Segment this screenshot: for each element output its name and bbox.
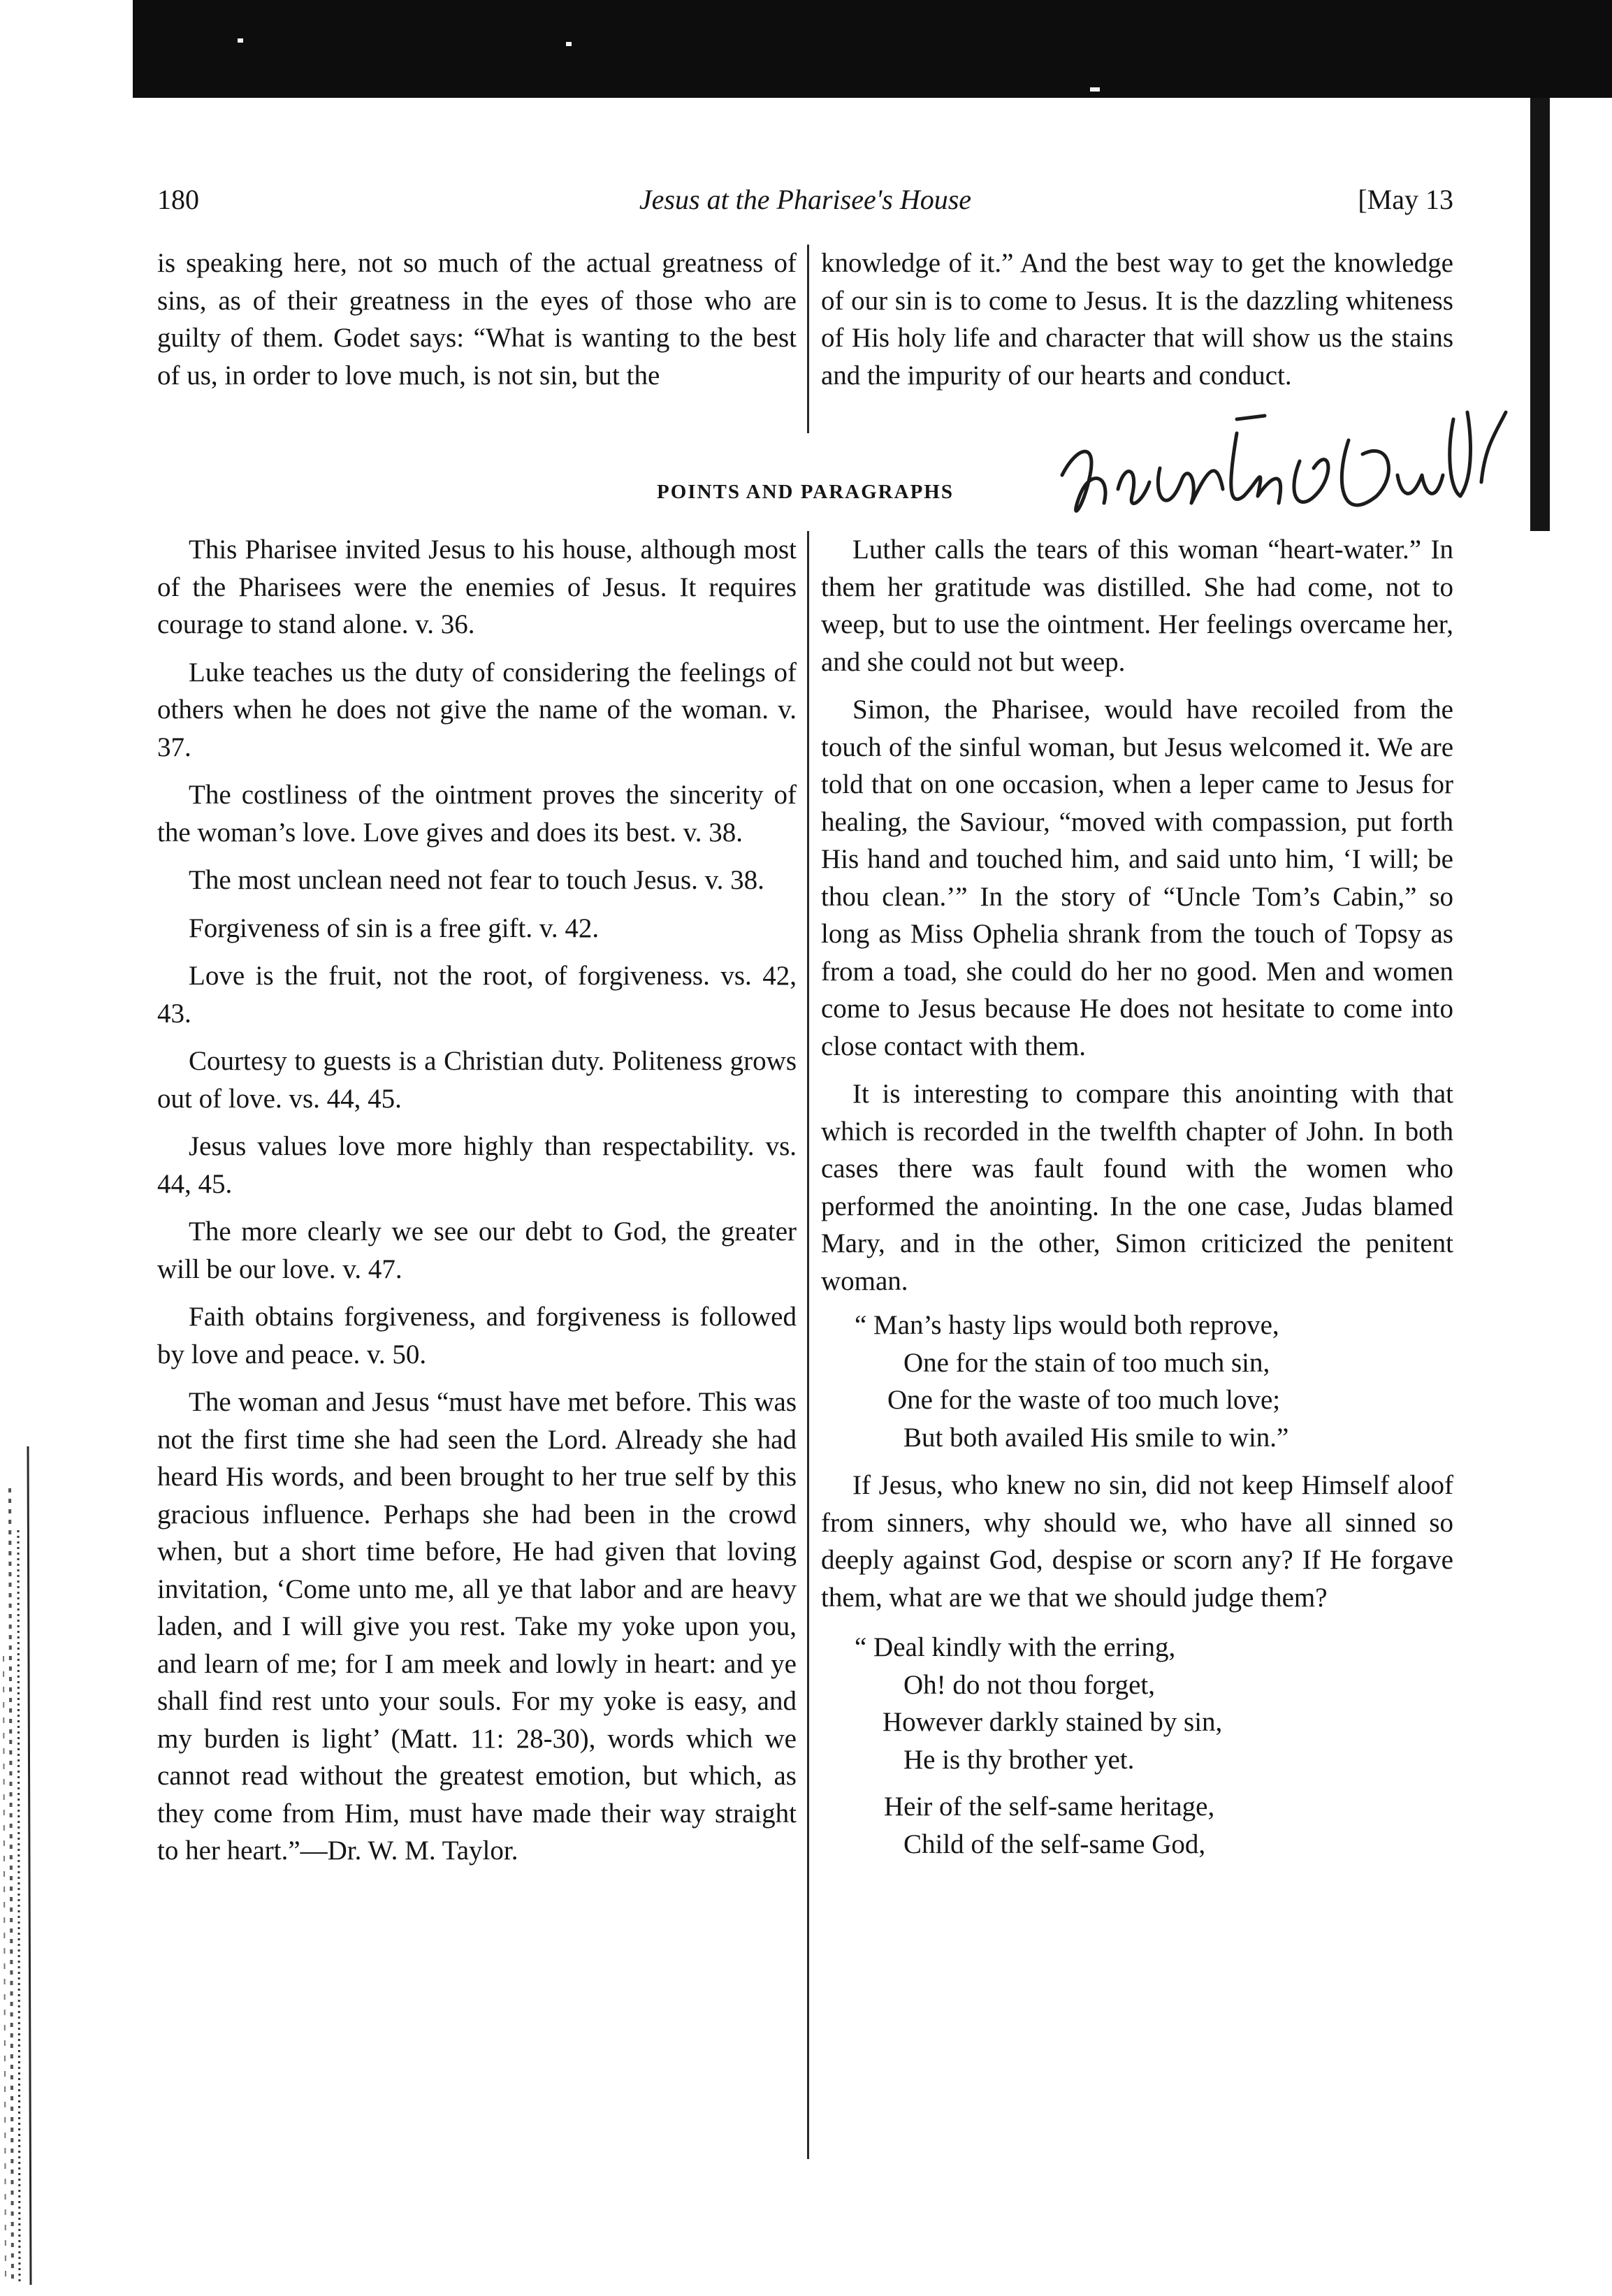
paragraph: It is interesting to compare this anointing with that which is recorded in the twelfth chapter of John. In both cases there was fault found with the women who performed the anointing. In the one case, Judas blamed Mary, and in the other, Simon criticized the penitent woman. — [821, 1079, 1453, 1296]
column-rule-top — [807, 245, 809, 433]
poem-line: He is thy brother yet. — [903, 1744, 1135, 1775]
handwritten-signature — [1048, 391, 1523, 552]
paragraph: This Pharisee invited Jesus to his house, although most of the Pharisees were the enemies of Jesus. It requires courage to stand alone. v. 36. — [157, 535, 797, 639]
poem-stanza — [821, 1307, 1453, 1456]
paragraph: Simon, the Pharisee, would have recoiled from the touch of the sinful woman, but Jesus welcomed it. We are told that on one occasion, when a leper came to Jesus for healing, the Saviour, “moved with compassion, put forth His hand and touched him, and said unto him, ‘I will; be thou clean.’” In the story of “Uncle Tom’s Cabin,” so long as Miss Ophelia shrank from the touch of Topsy as from a toad, she could do her no good. Men and women come to Jesus because He does not hesitate to come into close contact with them. — [821, 695, 1453, 1061]
section-heading: POINTS AND PARAGRAPHS — [657, 481, 954, 503]
paragraph: If Jesus, who knew no sin, did not keep Himself aloof from sinners, why should we, who have all sinned so deeply against God, despise or scorn any? If He forgave them, what are we that we should judge them? — [821, 1470, 1453, 1613]
page-number: 180 — [157, 184, 199, 215]
poem-line: Child of the self-same God, — [903, 1829, 1206, 1859]
scan-binding-margin — [0, 1446, 38, 2285]
poem-line: One for the waste of too much love; — [887, 1385, 1281, 1415]
poem-line: But both availed His smile to win.” — [903, 1422, 1289, 1453]
paragraph: The most unclean need not fear to touch Jesus. v. 38. — [189, 865, 764, 895]
scan-speck — [1090, 87, 1100, 92]
scan-top-border — [133, 0, 1612, 98]
scan-speck — [566, 42, 572, 46]
poem-line: “ Man’s hasty lips would both reprove, — [855, 1310, 1279, 1340]
points-left-column — [157, 531, 797, 1870]
paragraph: Love is the fruit, not the root, of forgiveness. vs. 42, 43. — [157, 961, 797, 1029]
continuation-right-text: knowledge of it.” And the best way to get the knowledge of our sin is to come to Jesus. It is the dazzling whiteness of His holy life and character that will show us the stains and the impurity of our hearts and conduct. — [821, 248, 1453, 391]
poem-line: “ Deal kindly with the erring, — [855, 1632, 1176, 1662]
running-title: Jesus at the Pharisee's House — [639, 184, 972, 215]
poem-line: However darkly stained by sin, — [883, 1707, 1223, 1737]
header-date: [May 13 — [1358, 184, 1453, 215]
poem-line: Oh! do not thou forget, — [903, 1669, 1155, 1700]
poem-stanza — [821, 1788, 1453, 1863]
points-right-column — [821, 531, 1453, 1867]
scan-right-edge — [1530, 98, 1550, 531]
column-rule-main — [807, 531, 809, 2159]
paragraph: Jesus values love more highly than respectability. vs. 44, 45. — [157, 1131, 797, 1199]
poem-line: Heir of the self-same heritage, — [884, 1792, 1215, 1822]
paragraph: Courtesy to guests is a Christian duty. Politeness grows out of love. vs. 44, 45. — [157, 1046, 797, 1114]
paragraph: Luther calls the tears of this woman “heart-water.” In them her gratitude was distilled. She had come, not to weep, but to use the ointment. Her feelings overcame her, and she could not but weep. — [821, 535, 1453, 677]
paragraph: Luke teaches us the duty of considering the feelings of others when he does not give the name of the woman. v. 37. — [157, 657, 797, 762]
continuation-right-column — [821, 245, 1453, 394]
continuation-left-text: is speaking here, not so much of the actual greatness of sins, as of their greatness in the eyes of those who are guilty of them. Godet says: “What is wanting to the best of us, in order to love much, is not sin, but the — [157, 248, 797, 391]
paragraph: The costliness of the ointment proves the sincerity of the woman’s love. Love gives and does its best. v. 38. — [157, 780, 797, 848]
poem-stanza — [821, 1629, 1453, 1778]
scan-speck — [238, 38, 243, 43]
paragraph: Forgiveness of sin is a free gift. v. 42. — [189, 913, 600, 943]
running-header — [157, 183, 1453, 225]
paragraph: The woman and Jesus “must have met before. This was not the first time she had seen the Lord. Already she had heard His words, and been brought to her true self by this gracious influence. Perhaps she had been in the crowd when, but a short time before, He had given that loving invitation, ‘Come unto me, all ye that labor and are heavy laden, and I will give you rest. Take my yoke upon you, and learn of me; for I am meek and lowly in heart: and ye shall find rest unto your souls. For my yoke is easy, and my burden is light’ (Matt. 11: 28-30), words which we cannot read without the greatest emotion, but which, as they come from Him, must have made their way straight to her heart.”—Dr. W. M. Taylor. — [157, 1387, 797, 1866]
paragraph: The more clearly we see our debt to God, the greater will be our love. v. 47. — [157, 1216, 797, 1284]
paragraph: Faith obtains forgiveness, and forgiveness is followed by love and peace. v. 50. — [157, 1302, 797, 1369]
poem-line: One for the stain of too much sin, — [903, 1347, 1270, 1378]
continuation-left-column — [157, 245, 797, 394]
